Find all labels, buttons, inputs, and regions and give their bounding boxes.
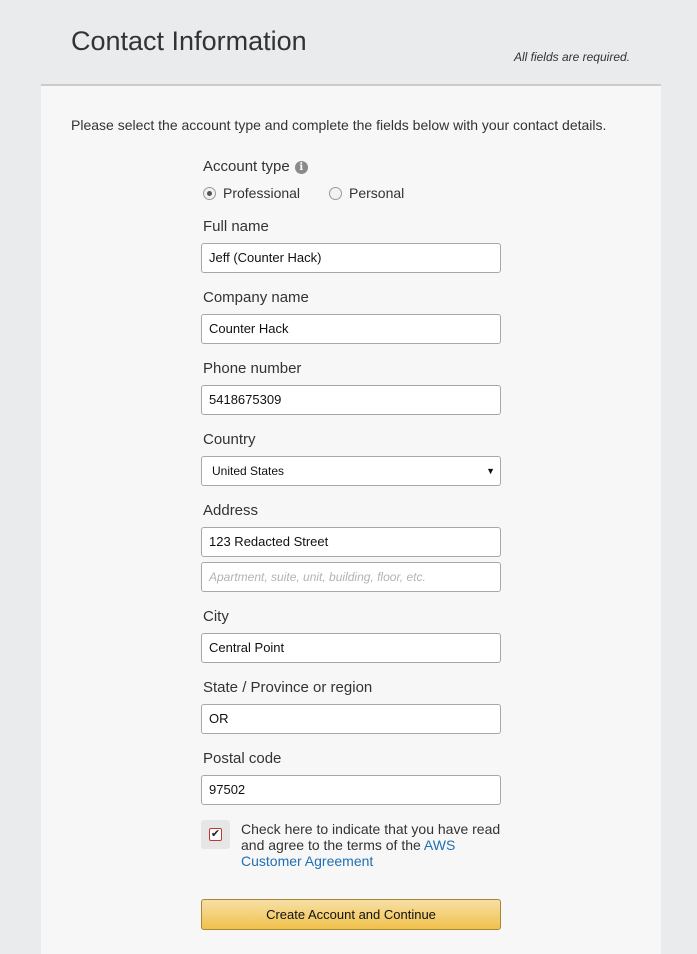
full-name-label: Full name [203,218,269,235]
postal-code-label: Postal code [203,750,282,767]
full-name-input[interactable]: Jeff (Counter Hack) [201,243,501,273]
info-icon[interactable]: i [295,161,308,174]
radio-professional-indicator[interactable] [203,187,216,200]
country-select-value: United States [212,464,285,478]
city-label: City [203,608,229,625]
country-label: Country [203,431,256,448]
required-fields-note: All fields are required. [513,50,630,64]
radio-personal-label[interactable]: Personal [349,185,405,201]
company-name-label: Company name [203,289,309,306]
agreement-text-body: Check here to indicate that you have read and agree to the terms of the [241,821,501,853]
city-input[interactable]: Central Point [201,633,501,663]
account-type-label-text: Account type [203,158,290,175]
agreement-text [241,821,511,869]
address-label: Address [203,502,259,519]
postal-code-input[interactable]: 97502 [201,775,501,805]
page-title: Contact Information [71,26,307,56]
radio-professional[interactable] [203,185,300,201]
contact-form-panel [41,86,661,954]
phone-number-label: Phone number [203,360,302,377]
country-select[interactable] [201,456,501,486]
agreement-checkbox-container[interactable] [201,820,230,849]
page-header [41,0,661,86]
address-line1-input[interactable]: 123 Redacted Street [201,527,501,557]
radio-personal-indicator[interactable] [329,187,342,200]
account-type-label [203,158,308,175]
company-name-input[interactable]: Counter Hack [201,314,501,344]
phone-number-input[interactable]: 5418675309 [201,385,501,415]
radio-personal[interactable] [329,185,404,201]
create-account-button[interactable]: Create Account and Continue [201,899,501,930]
radio-professional-label[interactable]: Professional [223,185,301,201]
customer-agreement-link[interactable]: AWS Customer Agreement [241,837,456,869]
intro-text: Please select the account type and complete the fields below with your contact details. [71,117,607,133]
address-line2-input[interactable]: Apartment, suite, unit, building, floor, etc. [201,562,501,592]
state-label: State / Province or region [203,679,373,696]
chevron-down-icon[interactable]: ▼ [486,466,495,476]
agreement-checkbox[interactable]: ✔ [210,828,221,840]
state-input[interactable]: OR [201,704,501,734]
